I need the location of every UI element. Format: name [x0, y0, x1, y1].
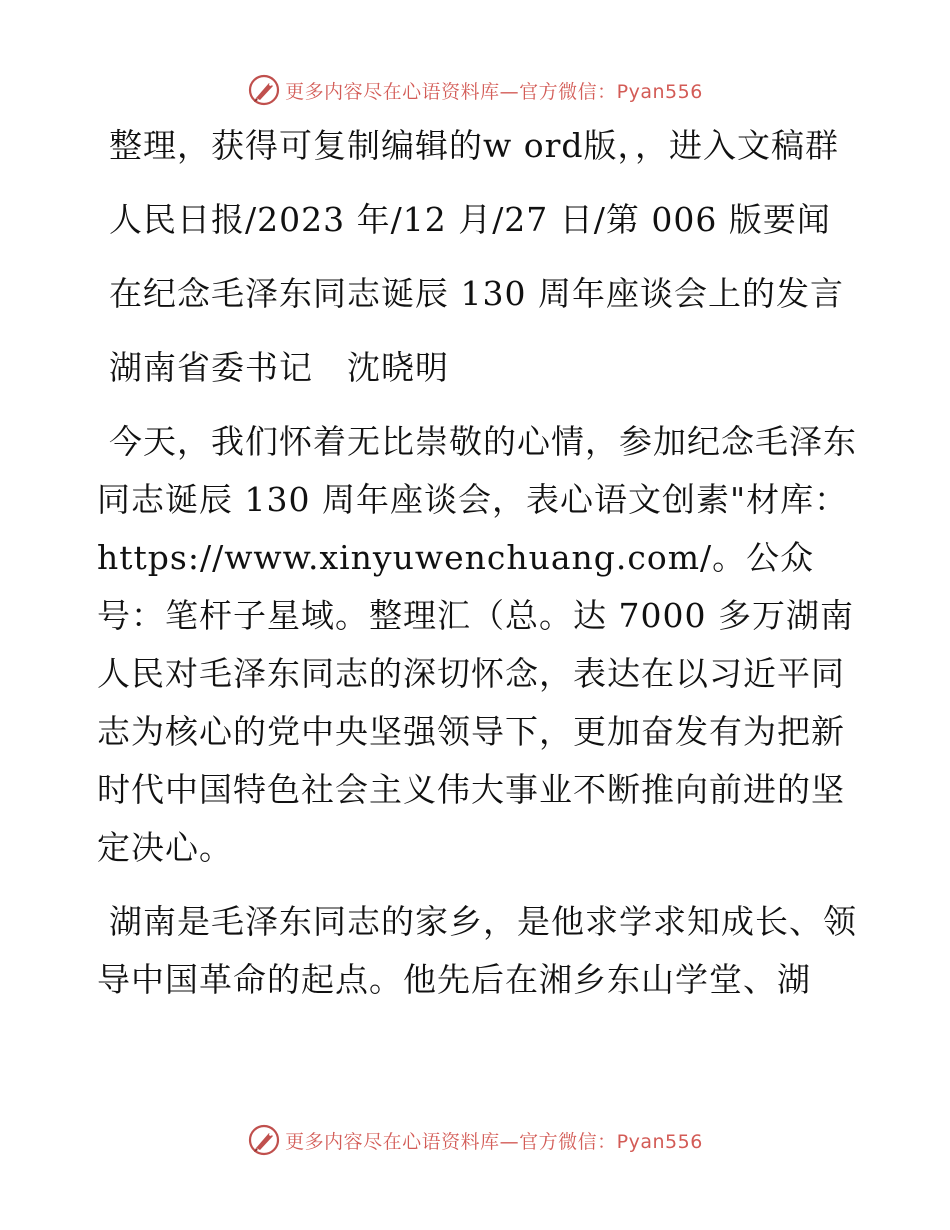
source-line: 人民日报/2023 年/12 月/27 日/第 006 版要闻: [109, 200, 831, 239]
header-watermark: [0, 70, 950, 110]
watermark-text: 更多内容尽在心语资料库—官方微信：Pyan556: [285, 1130, 703, 1153]
pen-logo-icon: [247, 73, 281, 107]
footer-watermark: [0, 1120, 950, 1160]
body-paragraph: 湖南是毛泽东同志的家乡，是他求学求知成长、领导中国革命的起点。他先后在湘乡东山学堂、湖: [97, 902, 857, 999]
body-paragraph: 今天，我们怀着无比崇敬的心情，参加纪念毛泽东同志诞辰 130 周年座谈会，表心语文创素"材库：https://www.xinyuwenchuang.com/。公众号：笔杆子星域。整理汇（总。达 7000 多万湖南人民对毛泽东同志的深切怀念，表达在以习近平同志为核心的党中央坚强领导下，更加奋发有为把新时代中国特色社会主义伟大事业不断推向前进的坚定决心。: [97, 422, 857, 867]
watermark-text: 更多内容尽在心语资料库—官方微信：Pyan556: [285, 80, 703, 103]
author-line: 湖南省委书记 沈晓明: [109, 348, 449, 387]
article-title: 在纪念毛泽东同志诞辰 130 周年座谈会上的发言: [109, 274, 844, 313]
pen-logo-icon: [247, 1123, 281, 1157]
intro-note: 整理，获得可复制编辑的w ord版，，进入文稿群: [109, 126, 840, 165]
document-body: [97, 117, 857, 1009]
